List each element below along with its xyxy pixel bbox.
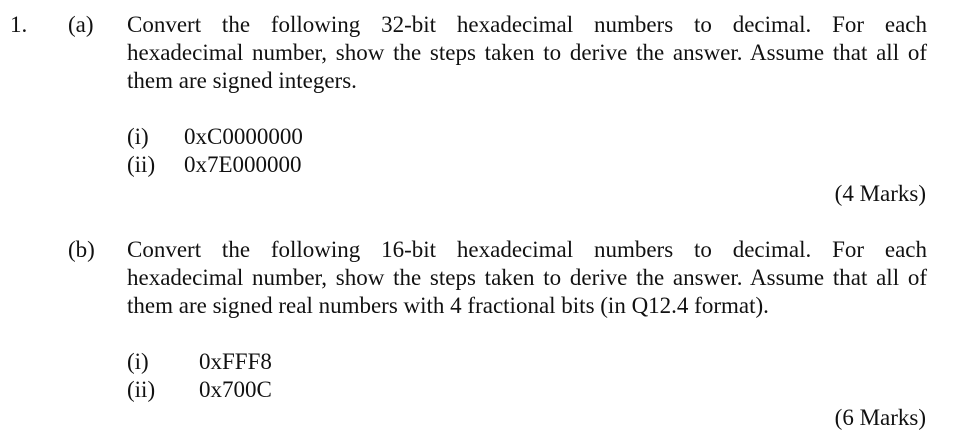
part-b-marks: (6 Marks) <box>834 405 926 430</box>
part-a-line-1: Convert the following 32-bit hexadecimal numbers to decimal. For each <box>127 12 927 37</box>
part-b-item-1-value: 0xFFF8 <box>199 349 272 374</box>
part-a-instructions <box>127 11 927 95</box>
part-b-line-1: Convert the following 16-bit hexadecimal numbers to decimal. For each <box>127 237 927 262</box>
part-a-item-2-value: 0x7E000000 <box>184 152 302 177</box>
part-a-marks: (4 Marks) <box>834 181 926 206</box>
part-b-instructions <box>127 236 927 320</box>
part-b-line-3: them are signed real numbers with 4 fractional bits (in Q12.4 format). <box>127 293 769 318</box>
part-b-line-2: hexadecimal number, show the steps taken to derive the answer. Assume that all of <box>127 265 927 290</box>
question-number: 1. <box>10 12 28 37</box>
part-b-item-1-label: (i) <box>127 349 149 374</box>
part-b-item-2-label: (ii) <box>127 377 156 402</box>
part-a-label: (a) <box>68 12 94 37</box>
part-b-label: (b) <box>68 237 95 262</box>
part-a-item-1-label: (i) <box>127 124 149 149</box>
part-a-line-3: them are signed integers. <box>127 68 357 93</box>
part-b-item-2-value: 0x700C <box>199 377 272 402</box>
part-a-item-1-value: 0xC0000000 <box>184 124 303 149</box>
part-a-item-2-label: (ii) <box>127 152 156 177</box>
part-a-line-2: hexadecimal number, show the steps taken to derive the answer. Assume that all of <box>127 40 927 65</box>
